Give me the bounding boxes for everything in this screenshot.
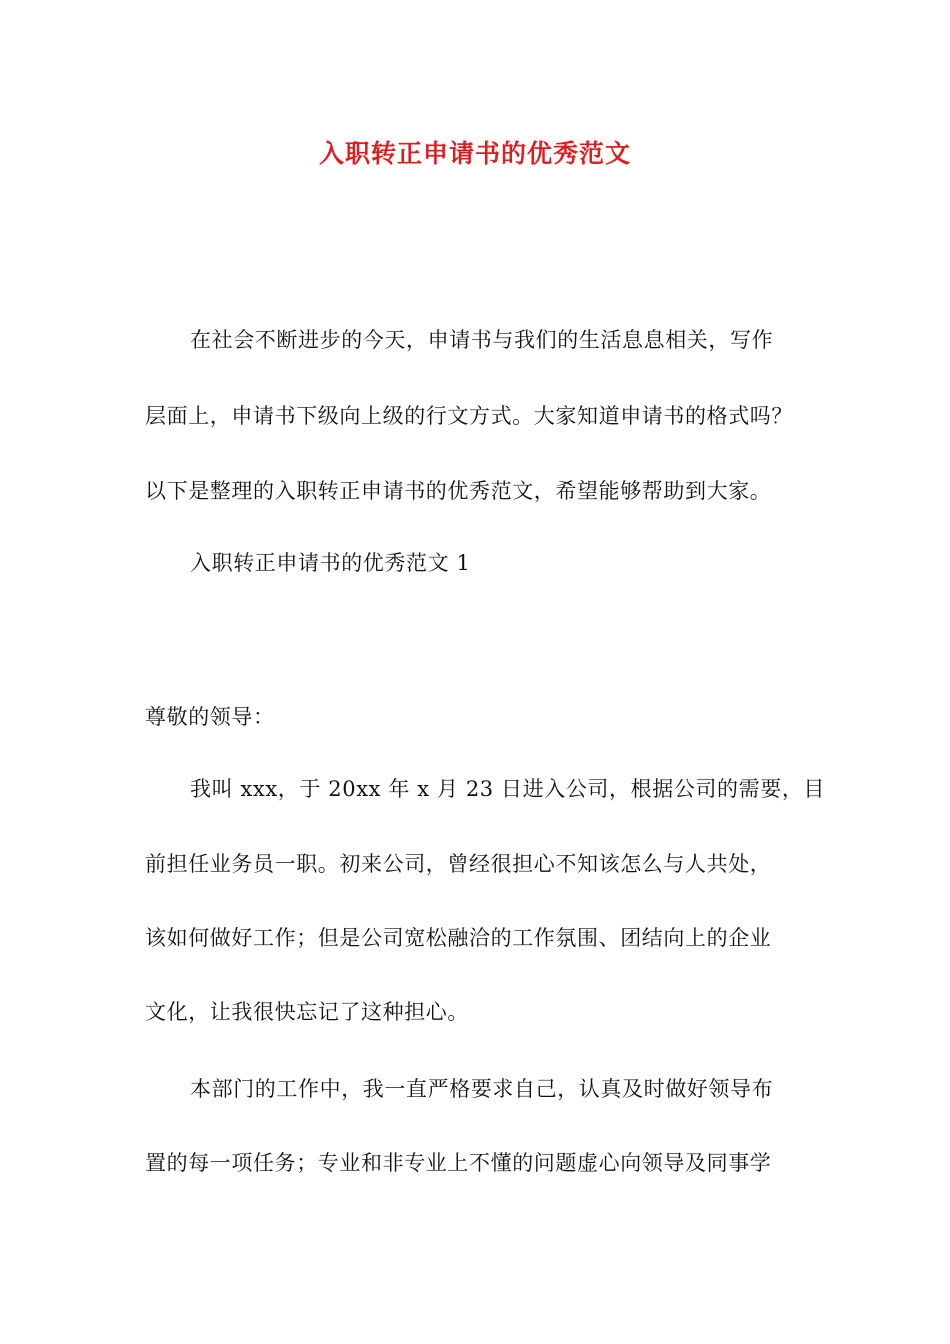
paragraph-line: 置的每一项任务；专业和非专业上不懂的问题虚心向领导及同事学 [145, 1151, 772, 1175]
salutation: 尊敬的领导： [145, 705, 275, 729]
section-heading: 入职转正申请书的优秀范文 1 [190, 551, 471, 575]
document-title: 入职转正申请书的优秀范文 [318, 139, 631, 168]
paragraph-line: 本部门的工作中，我一直严格要求自己，认真及时做好领导布 [190, 1077, 774, 1101]
paragraph-line: 文化，让我很快忘记了这种担心。 [145, 1000, 469, 1024]
paragraph-line: 在社会不断进步的今天，申请书与我们的生活息息相关，写作 [190, 328, 774, 352]
paragraph-line: 我叫 xxx，于 20xx 年 x 月 23 日进入公司，根据公司的需要，目 [190, 777, 826, 801]
paragraph-line: 该如何做好工作；但是公司宽松融洽的工作氛围、团结向上的企业 [145, 926, 772, 950]
paragraph-line: 层面上，申请书下级向上级的行文方式。大家知道申请书的格式吗？ [145, 404, 793, 428]
paragraph-line: 以下是整理的入职转正申请书的优秀范文，希望能够帮助到大家。 [145, 479, 772, 503]
paragraph-line: 前担任业务员一职。初来公司，曾经很担心不知该怎么与人共处， [145, 852, 772, 876]
